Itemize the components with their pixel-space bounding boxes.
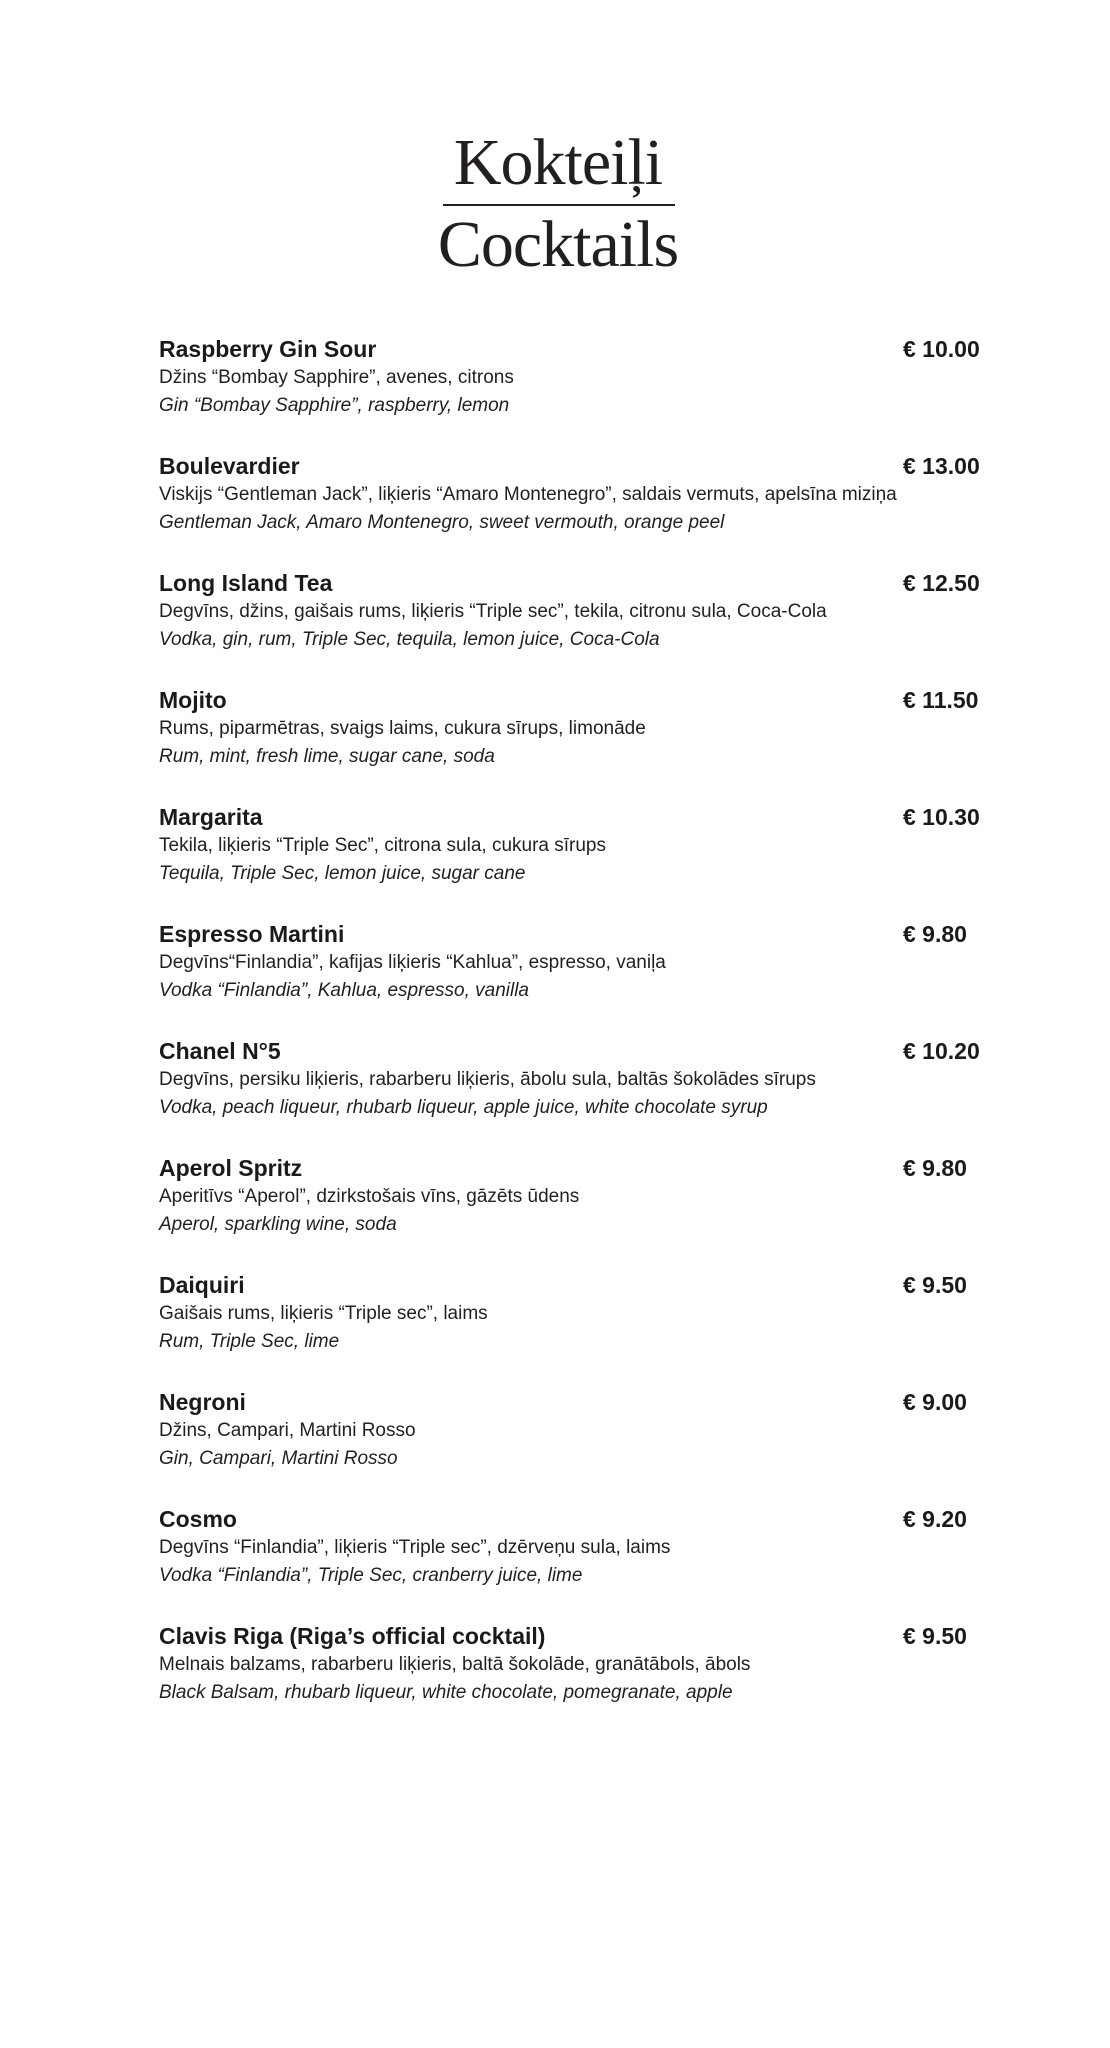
item-name: Daiquiri: [159, 1272, 245, 1298]
item-description-english: Rum, mint, fresh lime, sugar cane, soda: [159, 746, 495, 767]
item-description-english: Gentleman Jack, Amaro Montenegro, sweet vermouth, orange peel: [159, 512, 725, 533]
item-price: € 13.00: [903, 453, 980, 479]
item-description-english: Vodka, gin, rum, Triple Sec, tequila, lemon juice, Coca-Cola: [159, 629, 660, 650]
item-name: Mojito: [159, 687, 227, 713]
item-description-english: Gin “Bombay Sapphire”, raspberry, lemon: [159, 395, 510, 416]
item-description-english: Rum, Triple Sec, lime: [159, 1331, 340, 1352]
item-price: € 9.50: [903, 1623, 967, 1649]
item-price: € 12.50: [903, 570, 980, 596]
menu-item: [159, 451, 999, 568]
item-name: Long Island Tea: [159, 570, 333, 596]
menu-item: [159, 1036, 999, 1153]
item-price: € 9.80: [903, 1155, 967, 1181]
item-price: € 10.30: [903, 804, 980, 830]
item-description-latvian: Degvīns“Finlandia”, kafijas liķieris “Kahlua”, espresso, vaniļa: [159, 952, 666, 973]
menu-item: [159, 1387, 999, 1504]
menu-item: [159, 802, 999, 919]
title-block: [432, 128, 678, 280]
item-name: Boulevardier: [159, 453, 300, 479]
item-description-latvian: Degvīns, persiku liķieris, rabarberu liķieris, ābolu sula, baltās šokolādes sīrups: [159, 1069, 816, 1090]
item-name: Negroni: [159, 1389, 246, 1415]
item-price: € 9.20: [903, 1506, 967, 1532]
item-price: € 9.50: [903, 1272, 967, 1298]
item-price: € 10.00: [903, 336, 980, 362]
item-description-english: Gin, Campari, Martini Rosso: [159, 1448, 398, 1469]
item-name: Clavis Riga (Riga’s official cocktail): [159, 1623, 546, 1649]
item-name: Espresso Martini: [159, 921, 345, 947]
item-price: € 9.00: [903, 1389, 967, 1415]
menu-item: [159, 334, 999, 451]
item-description-english: Vodka, peach liqueur, rhubarb liqueur, apple juice, white chocolate syrup: [159, 1097, 768, 1118]
item-description-latvian: Viskijs “Gentleman Jack”, liķieris “Amaro Montenegro”, saldais vermuts, apelsīna miziņa: [159, 484, 897, 505]
item-description-latvian: Degvīns, džins, gaišais rums, liķieris “Triple sec”, tekila, citronu sula, Coca-Cola: [159, 601, 827, 622]
item-description-latvian: Degvīns “Finlandia”, liķieris “Triple sec”, dzērveņu sula, laims: [159, 1537, 671, 1558]
menu-item: [159, 685, 999, 802]
menu-item: [159, 1270, 999, 1387]
menu-header: [0, 128, 1110, 280]
item-description-latvian: Melnais balzams, rabarberu liķieris, baltā šokolāde, granātābols, ābols: [159, 1654, 751, 1675]
item-name: Aperol Spritz: [159, 1155, 303, 1181]
menu-item: [159, 1621, 999, 1738]
item-price: € 10.20: [903, 1038, 980, 1064]
menu-item: [159, 1504, 999, 1621]
item-price: € 9.80: [903, 921, 967, 947]
item-name: Raspberry Gin Sour: [159, 336, 377, 362]
item-description-english: Aperol, sparkling wine, soda: [159, 1214, 397, 1235]
item-name: Cosmo: [159, 1506, 237, 1532]
item-description-english: Vodka “Finlandia”, Kahlua, espresso, vanilla: [159, 980, 529, 1001]
item-description-latvian: Rums, piparmētras, svaigs laims, cukura sīrups, limonāde: [159, 718, 646, 739]
title-english: Cocktails: [437, 208, 679, 281]
title-divider: [443, 204, 675, 206]
menu-item: [159, 568, 999, 685]
menu-item: [159, 1153, 999, 1270]
item-description-english: Tequila, Triple Sec, lemon juice, sugar cane: [159, 863, 526, 884]
item-name: Chanel N°5: [159, 1038, 281, 1064]
cocktail-list: [159, 334, 999, 1738]
item-description-latvian: Džins, Campari, Martini Rosso: [159, 1420, 416, 1441]
item-description-latvian: Gaišais rums, liķieris “Triple sec”, laims: [159, 1303, 488, 1324]
menu-item: [159, 919, 999, 1036]
item-description-english: Black Balsam, rhubarb liqueur, white chocolate, pomegranate, apple: [159, 1682, 733, 1703]
item-description-latvian: Džins “Bombay Sapphire”, avenes, citrons: [159, 367, 514, 388]
item-description-latvian: Tekila, liķieris “Triple Sec”, citrona sula, cukura sīrups: [159, 835, 606, 856]
item-description-latvian: Aperitīvs “Aperol”, dzirkstošais vīns, gāzēts ūdens: [159, 1186, 580, 1207]
item-description-english: Vodka “Finlandia”, Triple Sec, cranberry juice, lime: [159, 1565, 583, 1586]
title-latvian: Kokteiļi: [453, 126, 663, 199]
item-name: Margarita: [159, 804, 263, 830]
item-price: € 11.50: [903, 687, 979, 713]
